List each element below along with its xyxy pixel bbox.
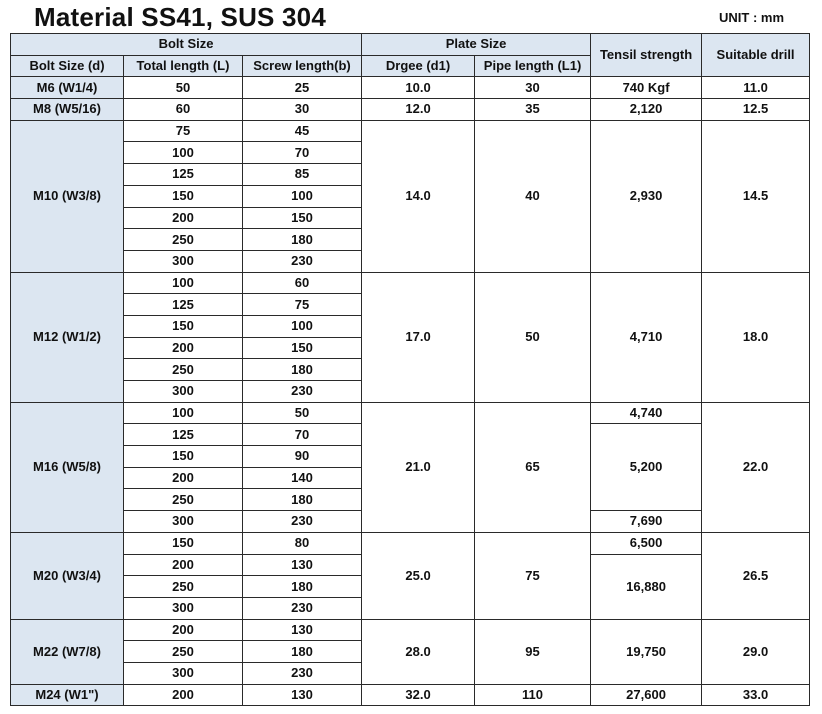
tensil-strength-cell: 4,710 — [591, 272, 702, 402]
total-length-header: Total length (L) — [124, 55, 243, 77]
bolt-size-cell: M22 (W7/8) — [11, 619, 124, 684]
screw-length-cell: 230 — [243, 381, 362, 403]
pipe-length-cell: 110 — [475, 684, 591, 706]
total-length-cell: 200 — [124, 554, 243, 576]
drgee-cell: 14.0 — [362, 120, 475, 272]
table-row — [11, 532, 810, 554]
total-length-cell: 300 — [124, 250, 243, 272]
suitable-drill-cell: 18.0 — [702, 272, 810, 402]
tensil-strength-cell: 27,600 — [591, 684, 702, 706]
total-length-cell: 150 — [124, 185, 243, 207]
suitable-drill-cell: 14.5 — [702, 120, 810, 272]
table-row — [11, 272, 810, 294]
total-length-cell: 250 — [124, 489, 243, 511]
unit-label: UNIT : mm — [719, 10, 784, 25]
total-length-cell: 150 — [124, 532, 243, 554]
bolt-size-group-header: Bolt Size — [11, 34, 362, 56]
screw-length-cell: 70 — [243, 424, 362, 446]
total-length-cell: 200 — [124, 684, 243, 706]
screw-length-cell: 230 — [243, 662, 362, 684]
screw-length-cell: 230 — [243, 511, 362, 533]
pipe-length-cell: 30 — [475, 77, 591, 99]
screw-length-cell: 230 — [243, 597, 362, 619]
total-length-cell: 200 — [124, 337, 243, 359]
total-length-cell: 60 — [124, 99, 243, 121]
screw-length-cell: 150 — [243, 207, 362, 229]
drgee-cell: 12.0 — [362, 99, 475, 121]
screw-length-cell: 180 — [243, 576, 362, 598]
pipe-length-cell: 35 — [475, 99, 591, 121]
total-length-cell: 300 — [124, 511, 243, 533]
table-row — [11, 77, 810, 99]
bolt-size-cell: M10 (W3/8) — [11, 120, 124, 272]
suitable-drill-cell: 22.0 — [702, 402, 810, 532]
tensil-strength-cell: 6,500 — [591, 532, 702, 554]
screw-length-cell: 75 — [243, 294, 362, 316]
bolt-size-cell: M8 (W5/16) — [11, 99, 124, 121]
screw-length-cell: 180 — [243, 489, 362, 511]
table-row — [11, 619, 810, 641]
tensil-strength-cell: 5,200 — [591, 424, 702, 511]
total-length-cell: 150 — [124, 446, 243, 468]
screw-length-cell: 90 — [243, 446, 362, 468]
screw-length-cell: 150 — [243, 337, 362, 359]
drgee-header: Drgee (d1) — [362, 55, 475, 77]
total-length-cell: 300 — [124, 662, 243, 684]
tensil-strength-cell: 4,740 — [591, 402, 702, 424]
total-length-cell: 100 — [124, 142, 243, 164]
plate-size-group-header: Plate Size — [362, 34, 591, 56]
tensil-strength-cell: 2,930 — [591, 120, 702, 272]
screw-length-cell: 70 — [243, 142, 362, 164]
pipe-length-cell: 40 — [475, 120, 591, 272]
total-length-cell: 75 — [124, 120, 243, 142]
total-length-cell: 125 — [124, 164, 243, 186]
total-length-cell: 100 — [124, 272, 243, 294]
header-row-groups — [11, 34, 810, 56]
tensil-strength-cell: 740 Kgf — [591, 77, 702, 99]
screw-length-cell: 45 — [243, 120, 362, 142]
pipe-length-cell: 50 — [475, 272, 591, 402]
suitable-drill-cell: 26.5 — [702, 532, 810, 619]
total-length-cell: 150 — [124, 315, 243, 337]
total-length-cell: 50 — [124, 77, 243, 99]
suitable-drill-cell: 33.0 — [702, 684, 810, 706]
total-length-cell: 100 — [124, 402, 243, 424]
bolt-size-cell: M16 (W5/8) — [11, 402, 124, 532]
total-length-cell: 200 — [124, 207, 243, 229]
pipe-length-cell: 95 — [475, 619, 591, 684]
bolt-size-d-header: Bolt Size (d) — [11, 55, 124, 77]
screw-length-cell: 100 — [243, 185, 362, 207]
total-length-cell: 250 — [124, 359, 243, 381]
drgee-cell: 21.0 — [362, 402, 475, 532]
drgee-cell: 25.0 — [362, 532, 475, 619]
screw-length-cell: 180 — [243, 229, 362, 251]
tensil-strength-cell: 19,750 — [591, 619, 702, 684]
screw-length-cell: 230 — [243, 250, 362, 272]
total-length-cell: 200 — [124, 619, 243, 641]
screw-length-cell: 180 — [243, 641, 362, 663]
screw-length-cell: 130 — [243, 554, 362, 576]
table-row — [11, 684, 810, 706]
screw-length-cell: 180 — [243, 359, 362, 381]
drgee-cell: 10.0 — [362, 77, 475, 99]
screw-length-cell: 100 — [243, 315, 362, 337]
screw-length-cell: 30 — [243, 99, 362, 121]
drgee-cell: 32.0 — [362, 684, 475, 706]
tensil-strength-cell: 2,120 — [591, 99, 702, 121]
bolt-size-cell: M12 (W1/2) — [11, 272, 124, 402]
pipe-length-header: Pipe length (L1) — [475, 55, 591, 77]
page-title: Material SS41, SUS 304 — [34, 2, 326, 32]
suitable-drill-cell: 12.5 — [702, 99, 810, 121]
table-row — [11, 402, 810, 424]
total-length-cell: 250 — [124, 229, 243, 251]
table-row — [11, 120, 810, 142]
table-row — [11, 99, 810, 121]
suitable-drill-cell: 29.0 — [702, 619, 810, 684]
drgee-cell: 28.0 — [362, 619, 475, 684]
screw-length-cell: 80 — [243, 532, 362, 554]
tensil-strength-cell: 16,880 — [591, 554, 702, 619]
total-length-cell: 125 — [124, 424, 243, 446]
suitable-drill-header: Suitable drill — [702, 34, 810, 77]
screw-length-cell: 25 — [243, 77, 362, 99]
pipe-length-cell: 65 — [475, 402, 591, 532]
tensil-strength-cell: 7,690 — [591, 511, 702, 533]
drgee-cell: 17.0 — [362, 272, 475, 402]
bolt-size-cell: M20 (W3/4) — [11, 532, 124, 619]
total-length-cell: 300 — [124, 381, 243, 403]
screw-length-cell: 130 — [243, 619, 362, 641]
screw-length-cell: 60 — [243, 272, 362, 294]
screw-length-header: Screw length(b) — [243, 55, 362, 77]
suitable-drill-cell: 11.0 — [702, 77, 810, 99]
total-length-cell: 200 — [124, 467, 243, 489]
screw-length-cell: 85 — [243, 164, 362, 186]
bolt-spec-table — [10, 33, 810, 706]
total-length-cell: 250 — [124, 576, 243, 598]
bolt-size-cell: M24 (W1") — [11, 684, 124, 706]
tensil-strength-header: Tensil strength — [591, 34, 702, 77]
pipe-length-cell: 75 — [475, 532, 591, 619]
total-length-cell: 300 — [124, 597, 243, 619]
screw-length-cell: 130 — [243, 684, 362, 706]
bolt-size-cell: M6 (W1/4) — [11, 77, 124, 99]
total-length-cell: 250 — [124, 641, 243, 663]
screw-length-cell: 50 — [243, 402, 362, 424]
total-length-cell: 125 — [124, 294, 243, 316]
screw-length-cell: 140 — [243, 467, 362, 489]
